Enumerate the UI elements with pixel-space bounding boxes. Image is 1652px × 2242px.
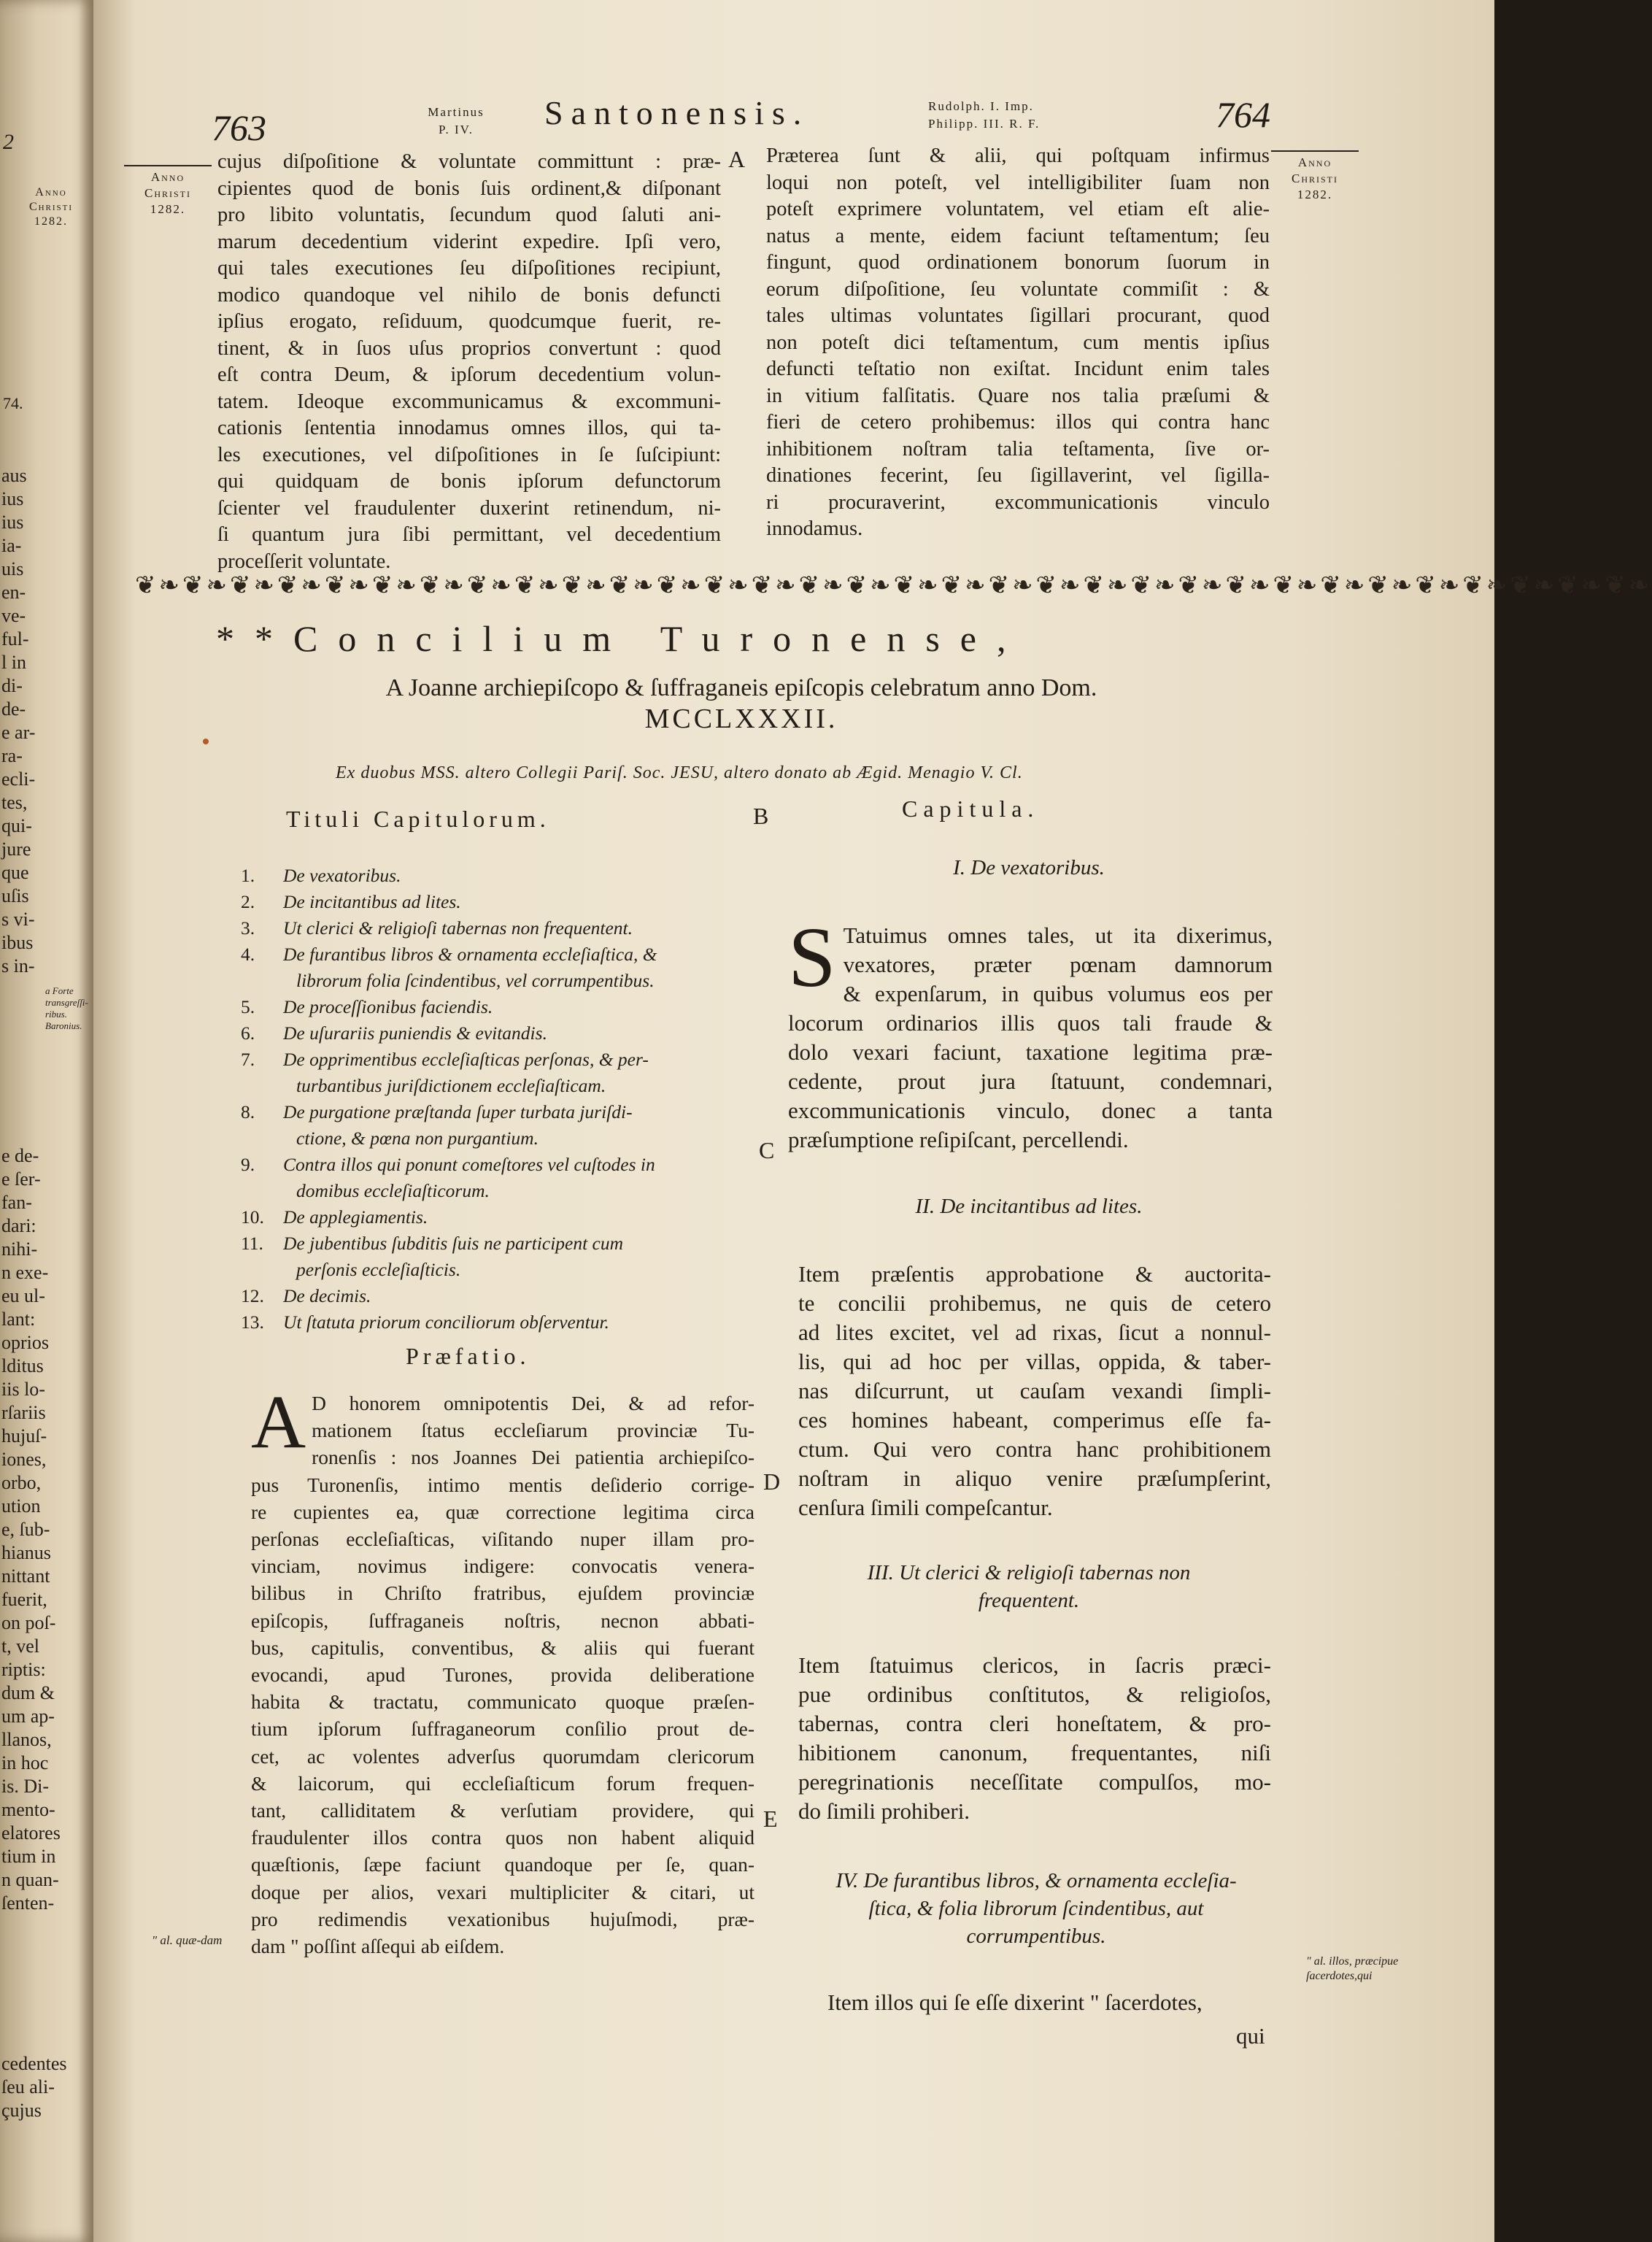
- capitula-heading: Capitula.: [902, 796, 1040, 822]
- tituli-heading: Tituli Capitulorum.: [286, 806, 550, 832]
- prev-page-line: e, ſub-: [1, 1519, 50, 1540]
- section-marker-d: D: [763, 1468, 781, 1495]
- toc-item-number: 13.: [241, 1311, 264, 1333]
- text-line: bus, capitulis, conventibus, & aliis qui fuerant: [251, 1636, 754, 1659]
- text-line: natus a mente, eidem faciunt teſtamentum; ſeu: [766, 224, 1270, 247]
- prev-page-line: lant:: [1, 1309, 36, 1330]
- text-line: Item ſtatuimus clericos, in ſacris præci-: [798, 1652, 1271, 1678]
- text-line: marum decedentium viderint expedire. Ipſi vero,: [217, 230, 721, 253]
- toc-item-text: ctione, & pœna non purgantium.: [296, 1128, 539, 1149]
- chapter-1-text: [788, 909, 1273, 1155]
- toc-item-text: De proceſſionibus faciendis.: [283, 996, 493, 1017]
- section-marker-a: A: [728, 146, 746, 172]
- toc-item-number: 11.: [241, 1233, 263, 1254]
- right-column-top-text: [766, 143, 1270, 543]
- section-marker-e: E: [763, 1806, 778, 1832]
- text-line: noſtram in aliquo venire præſumpſerint,: [798, 1465, 1271, 1491]
- prev-page-line: lditus: [1, 1355, 44, 1376]
- text-line: modico quandoque vel nihilo de bonis defuncti: [217, 283, 721, 307]
- catchword: qui: [1236, 2023, 1265, 2049]
- toc-item-number: [241, 968, 283, 994]
- text-line: eſt contra Deum, & ipſorum decedentium volun-: [217, 363, 721, 386]
- text-line: pro redimendis vexationibus hujuſmodi, præ-: [251, 1907, 754, 1930]
- toc-item-text: De incitantibus ad lites.: [283, 891, 461, 912]
- toc-item: [241, 1283, 744, 1309]
- text-line: cationis ſententia innodamus omnes illos, qui ta-: [217, 417, 721, 439]
- ink-spot: [203, 739, 209, 744]
- prev-page-line: um ap-: [1, 1706, 55, 1727]
- toc-item: [241, 863, 744, 889]
- text-line: ctum. Qui vero contra hanc prohibitionem: [798, 1436, 1271, 1462]
- prev-page-text-block-2: [1, 1144, 61, 1915]
- toc-item-number: 9.: [241, 1154, 255, 1175]
- text-line: dam " poſſint aſſequi ab eiſdem.: [251, 1935, 505, 1958]
- text-line: hibitionem canonum, frequentantes, niſi: [798, 1740, 1271, 1765]
- toc-item: [241, 915, 744, 941]
- text-line: tatem. Ideoque excommunicamus & excommuni-: [217, 390, 721, 413]
- toc-item-number: 3.: [241, 917, 255, 939]
- prev-page-line: fuerit,: [1, 1589, 47, 1610]
- prev-page-line: ution: [1, 1495, 41, 1517]
- prev-page-line: n exe-: [1, 1262, 49, 1283]
- toc-item-number: 8.: [241, 1101, 255, 1122]
- prev-page-line: s vi-: [1, 909, 35, 930]
- text-line: ſcienter vel fraudulenter duxerint retinendum, ni-: [217, 496, 721, 520]
- text-line: cujus diſpoſitione & voluntate committunt : præ-: [217, 150, 721, 173]
- prev-page-line: e ſer-: [1, 1168, 41, 1190]
- toc-item: [241, 941, 744, 968]
- prev-page-text-block-1: [1, 464, 35, 978]
- toc-item: [241, 1047, 744, 1073]
- text-line: ſi quantum jura ſibi permittant, vel decedentium: [217, 523, 721, 546]
- toc-item: [241, 1073, 744, 1099]
- prev-page-line: ius: [1, 488, 24, 509]
- prev-page-line: t, vel: [1, 1636, 39, 1657]
- text-line: fraudulenter illos contra quos non habent aliquid: [251, 1826, 754, 1849]
- text-line: tales ultimas voluntates ſigillari procurant, quod: [766, 304, 1270, 327]
- toc-item-number: 7.: [241, 1049, 255, 1070]
- text-line: tium ipſorum ſuffraganeorum conſilio prout de-: [251, 1717, 754, 1741]
- text-line: dinationes fecerint, ſeu ſigillaverint, vel ſigilla-: [766, 464, 1270, 487]
- toc-item-text: De jubentibus ſubditis ſuis ne participent cum: [283, 1233, 624, 1254]
- toc-item-text: De uſurariis puniendis & evitandis.: [283, 1022, 547, 1044]
- drop-capital: A: [251, 1380, 306, 1464]
- text-line: pro libito voluntatis, ſecundum quod ſaluti ani-: [217, 204, 721, 226]
- prev-page-line: jure: [1, 839, 31, 860]
- prev-page-line: ius: [1, 512, 24, 533]
- text-line: Item præſentis approbatione & auctorita-: [798, 1261, 1271, 1287]
- toc-item-text: De opprimentibus eccleſiaſticas perſonas, & per-: [283, 1049, 649, 1070]
- text-line: loqui non poteſt, vel intelligibiliter ſuam non: [766, 171, 1270, 194]
- prev-page-line: oprios: [1, 1332, 49, 1353]
- prev-page-line: tes,: [1, 792, 28, 813]
- prev-page-line: çujus: [1, 2100, 42, 2121]
- prev-page-line: hianus: [1, 1542, 51, 1563]
- prev-page-margin-year: Anno Christi 1282.: [28, 186, 74, 228]
- prev-page-line: on poſ-: [1, 1612, 56, 1633]
- toc-item-text: De furantibus libros & ornamenta eccleſiaſtica, &: [283, 944, 657, 965]
- toc-item: [241, 1099, 744, 1125]
- toc-item-number: 6.: [241, 1022, 255, 1044]
- header-left: Martinus P. IV.: [428, 105, 485, 136]
- toc-item-text: Ut clerici & religioſi tabernas non frequentent.: [283, 917, 633, 939]
- text-line: in vitium falſitatis. Quare nos talia præſumi &: [766, 384, 1270, 407]
- prev-page-marker: 74.: [3, 394, 23, 412]
- toc-item-text: De decimis.: [283, 1285, 371, 1306]
- source-note: Ex duobus MSS. altero Collegii Pariſ. Soc. JESU, altero donato ab Ægid. Menagio V. Cl.: [336, 763, 1023, 782]
- prev-page-line: fan-: [1, 1192, 32, 1213]
- text-line: cet, ac volentes adverſus quorumdam clericorum: [251, 1744, 754, 1768]
- text-line: locorum ordinarios illis quos tali fraude &: [788, 1010, 1273, 1036]
- text-line: ad lites excitet, vel ad rixas, ſicut a nonnul-: [798, 1320, 1271, 1345]
- toc-item-number: 12.: [241, 1285, 264, 1306]
- prev-page-line: ve-: [1, 605, 26, 626]
- prev-page-line: aus: [1, 465, 27, 486]
- text-line: & laicorum, qui eccleſiaſticum forum frequen-: [251, 1771, 754, 1795]
- text-line: do ſimili prohiberi.: [798, 1798, 970, 1824]
- prev-page-line: nittant: [1, 1565, 50, 1587]
- chapter-2-text: [798, 1260, 1271, 1522]
- text-line: vinciam, novimus indigere: convocatis venera-: [251, 1555, 754, 1578]
- prev-page-line: uis: [1, 558, 24, 579]
- toc-item-text: domibus eccleſiaſticorum.: [296, 1180, 490, 1201]
- toc-item-text: De purgatione præſtanda ſuper turbata juriſdi-: [283, 1101, 633, 1122]
- text-line: tabernas, contra cleri honeſtatem, & pro-: [798, 1711, 1271, 1736]
- prev-page-line: tium in: [1, 1846, 56, 1867]
- text-line: non poteſt dici teſtamentum, cum mentis ipſius: [766, 331, 1270, 354]
- drop-capital: S: [788, 909, 836, 1005]
- prev-page-line: ia-: [1, 535, 22, 556]
- prev-page-line: nihi-: [1, 1239, 38, 1260]
- prev-page-line: iones,: [1, 1449, 47, 1470]
- text-line: perſonas eccleſiaſticas, viſitando nuper illam pro-: [251, 1528, 754, 1551]
- toc-item-number: [241, 1178, 283, 1204]
- text-line: ces homines habeant, comperimus eſſe fa-: [798, 1407, 1271, 1433]
- header-right: Rudolph. I. Imp. Philipp. III. R. F.: [928, 99, 1041, 131]
- council-title: **Concilium Turonense,: [216, 618, 1027, 659]
- text-line: Præterea ſunt & alii, qui poſtquam infirmus: [766, 145, 1270, 167]
- text-line: fieri de cetero prohibemus: illos qui contra hanc: [766, 411, 1270, 434]
- chapter-4-heading: IV. De furantibus libros, & ornamenta eccleſia- ſtica, & folia librorum ſcindentibus, aut corrumpentibus.: [835, 1869, 1237, 1948]
- text-line: poteſt exprimere voluntatem, vel etiam eſt alie-: [766, 198, 1270, 220]
- left-page-number: 763: [212, 107, 266, 148]
- text-line: ri procuraverint, excommunicationis vinculo: [766, 490, 1270, 514]
- prev-page-line: rſariis: [1, 1402, 46, 1423]
- prev-page-line: eu ul-: [1, 1285, 45, 1306]
- prev-page-line: qui-: [1, 815, 32, 836]
- toc-item-text: turbantibus juriſdictionem eccleſiaſticam.: [296, 1075, 606, 1096]
- praefatio-text: [251, 1380, 754, 1960]
- toc-item: [241, 1125, 744, 1152]
- text-line: tant, calliditatem & verſutiam providere, qui: [251, 1799, 754, 1822]
- chapter-2-heading: II. De incitantibus ad lites.: [915, 1195, 1143, 1218]
- text-line: epiſcopis, ſuffraganeis noſtris, necnon abbati-: [251, 1609, 754, 1632]
- chapter-4-text: [827, 1988, 1294, 2017]
- toc-item: [241, 1020, 744, 1047]
- toc-item-number: [241, 1073, 283, 1099]
- text-line: & expenſarum, in quibus volumus eos per: [843, 981, 1273, 1006]
- text-line: Item illos qui ſe eſſe dixerint " ſacerdotes,: [827, 1989, 1203, 2015]
- prev-page-line: en-: [1, 582, 26, 603]
- prev-page-line: ra-: [1, 745, 23, 766]
- text-line: inhibitionem noſtram talia teſtamenta, ſive or-: [766, 437, 1270, 461]
- text-line: nas diſcurrunt, ut cauſam vexandi ſimpli-: [798, 1378, 1271, 1403]
- text-line: ronenſis : nos Joannes Dei patientia archiepiſco-: [312, 1446, 754, 1469]
- text-line: peregrinationis neceſſitate compulſos, mo-: [798, 1769, 1271, 1795]
- text-line: les executiones, vel diſpoſitiones in ſe ſuſcipiunt:: [217, 443, 721, 466]
- prev-page-line: dum &: [1, 1682, 55, 1703]
- text-line: eorum diſpoſitione, ſeu voluntate commiſit : &: [766, 277, 1270, 301]
- prev-page-line: elatores: [1, 1822, 61, 1844]
- chapter-3-heading: III. Ut clerici & religioſi tabernas non frequentent.: [867, 1561, 1191, 1612]
- text-line: evocandi, apud Turones, provida deliberatione: [251, 1663, 754, 1687]
- margin-year-left: Anno Christi 1282.: [124, 165, 212, 217]
- text-line: proceſſerit voluntate.: [217, 550, 391, 573]
- text-line: pue ordinibus conſtitutos, & religioſos,: [798, 1682, 1271, 1707]
- chapter-4-marginal-note: " al. illos, præcipue ſacerdotes,qui: [1306, 1955, 1399, 1982]
- text-line: pus Turonenſis, intimo mentis deſiderio corrige-: [251, 1473, 754, 1496]
- tituli-list: [241, 863, 744, 1336]
- text-line: te concilii prohibemus, ne quis de cetero: [798, 1290, 1271, 1316]
- toc-item-number: 4.: [241, 944, 255, 965]
- prev-page-line: que: [1, 862, 29, 883]
- prev-page-line: dari:: [1, 1215, 36, 1236]
- prev-page-number: 2: [3, 130, 14, 154]
- toc-item-text: Ut ſtatuta priorum conciliorum obſerventur.: [283, 1311, 609, 1333]
- text-line: lis, qui ad hoc per villas, oppida, & taber-: [798, 1349, 1271, 1374]
- toc-item-text: librorum folia ſcindentibus, vel corrumpentibus.: [296, 970, 655, 991]
- toc-item-text: De applegiamentis.: [283, 1206, 428, 1228]
- margin-year-right: Anno Christi 1282.: [1271, 150, 1359, 203]
- chapter-3-text: [798, 1651, 1271, 1826]
- prev-page-line: n quan-: [1, 1869, 59, 1890]
- text-line: dolo vexari faciunt, taxatione legitima præ-: [788, 1039, 1273, 1065]
- toc-item: [241, 1230, 744, 1257]
- prev-page-line: ſenten-: [1, 1892, 55, 1914]
- toc-item-number: [241, 1257, 283, 1283]
- text-line: bilibus in Chriſto fratribus, ejuſdem provinciæ: [251, 1582, 754, 1605]
- text-line: excommunicationis vinculo, donec a tanta: [788, 1098, 1273, 1123]
- prev-page-line: ecli-: [1, 768, 36, 790]
- text-line: D honorem omnipotentis Dei, & ad refor-: [312, 1392, 754, 1414]
- prev-page-line: in hoc: [1, 1752, 49, 1773]
- toc-item: [241, 1309, 744, 1336]
- toc-item: [241, 1152, 744, 1178]
- running-title: Santonensis.: [544, 94, 810, 131]
- toc-item-text: Contra illos qui ponunt comeſtores vel cuſtodes in: [283, 1154, 655, 1175]
- prev-page-line: e de-: [1, 1145, 39, 1166]
- text-line: cipientes quod de bonis ſuis ordinent,& diſponant: [217, 177, 721, 200]
- toc-item-number: 1.: [241, 865, 255, 886]
- toc-item: [241, 1257, 744, 1283]
- text-line: ipſius erogato, reſiduum, quodcumque fuerit, re-: [217, 310, 721, 333]
- text-line: doque per alios, vexari multipliciter & citari, ut: [251, 1880, 754, 1903]
- text-line: Tatuimus omnes tales, ut ita dixerimus,: [843, 922, 1273, 948]
- toc-item: [241, 889, 744, 915]
- prev-page-text-block-3: [1, 2052, 67, 2122]
- prev-page-line: uſis: [1, 885, 29, 906]
- text-line: mationem ſtatus eccleſiarum provinciæ Tu-: [312, 1419, 754, 1442]
- prev-page-line: e ar-: [1, 722, 36, 743]
- ornament-band: ❦❧❦❧❦❧❦❧❦❧❦❧❦❧❦❧❦❧❦❧❦❧❦❧❦❧❦❧❦❧❦❧❦❧❦❧❦❧❦❧❦❧❦❧❦❧❦❧❦❧❦❧❦❧❦❧❦❧❦❧❦❧❦❧: [135, 572, 1652, 599]
- text-line: tinent, & in ſuos uſus proprios convertunt : quod: [217, 336, 721, 360]
- text-line: qui quidquam de bonis ipſorum defunctorum: [217, 470, 721, 493]
- prev-page-line: l in: [1, 652, 26, 673]
- toc-item-text: De vexatoribus.: [283, 865, 401, 886]
- toc-item: [241, 1204, 744, 1230]
- prev-page-line: mento-: [1, 1799, 55, 1820]
- prev-page-line: riptis:: [1, 1659, 46, 1680]
- text-line: præſumptione reſipiſcant, percellendi.: [788, 1127, 1129, 1152]
- prev-page-line: di-: [1, 675, 23, 696]
- section-marker-b: B: [753, 803, 769, 829]
- text-line: re cupientes ea, quæ correctione legitima circa: [251, 1500, 754, 1523]
- prev-page-line: orbo,: [1, 1472, 42, 1493]
- praefatio-heading: Præfatio.: [406, 1343, 530, 1369]
- prev-page-line: iis lo-: [1, 1379, 45, 1400]
- prev-page-line: s in-: [1, 955, 35, 976]
- right-page-number: 764: [1216, 94, 1270, 135]
- text-line: qui tales executiones ſeu diſpoſitiones recipiunt,: [217, 257, 721, 280]
- prev-page-line: de-: [1, 698, 26, 720]
- previous-page-strip: [0, 0, 93, 2242]
- toc-item-number: 2.: [241, 891, 255, 912]
- toc-item: [241, 994, 744, 1020]
- text-line: cenſura ſimili compeſcantur.: [798, 1495, 1053, 1520]
- toc-item-number: [241, 1125, 283, 1152]
- toc-item: [241, 968, 744, 994]
- prev-page-line: ful-: [1, 628, 29, 650]
- prev-page-side-note: a Forte transgreſſi-ribus. Baronius.: [45, 985, 88, 1031]
- prev-page-line: hujuſ-: [1, 1425, 47, 1446]
- prev-page-line: is. Di-: [1, 1776, 49, 1797]
- chapter-1-heading: I. De vexatoribus.: [953, 856, 1105, 879]
- toc-item-number: 5.: [241, 996, 255, 1017]
- toc-item-number: 10.: [241, 1206, 264, 1228]
- prev-page-line: ſeu ali-: [1, 2076, 55, 2097]
- left-column-top-text: [217, 149, 721, 575]
- text-line: quæſtionis, ſæpe faciunt quandoque per ſe, quan-: [251, 1853, 754, 1876]
- praefatio-marginal-note: " al. quæ-dam: [152, 1933, 223, 1947]
- toc-item: [241, 1178, 744, 1204]
- text-line: defuncti teſtatio non exiſtat. Incidunt enim tales: [766, 358, 1270, 380]
- text-line: fingunt, quod ordinationem bonorum ſuorum in: [766, 251, 1270, 274]
- toc-item-text: perſonis eccleſiaſticis.: [296, 1259, 461, 1280]
- council-subtitle: A Joanne archiepiſcopo & ſuffraganeis epiſcopis celebratum anno Dom. MCCLXXXII.: [385, 674, 1097, 734]
- text-line: vexatores, præter pœnam damnorum: [843, 952, 1273, 977]
- section-marker-c: C: [759, 1137, 775, 1163]
- prev-page-line: llanos,: [1, 1729, 52, 1750]
- prev-page-line: ibus: [1, 932, 34, 953]
- text-line: habita & tractatu, communicato quoque præſen-: [251, 1690, 754, 1714]
- prev-page-line: cedentes: [1, 2053, 67, 2074]
- text-line: cedente, prout jura ſtatuunt, condemnari,: [788, 1068, 1273, 1094]
- text-line: innodamus.: [766, 517, 863, 540]
